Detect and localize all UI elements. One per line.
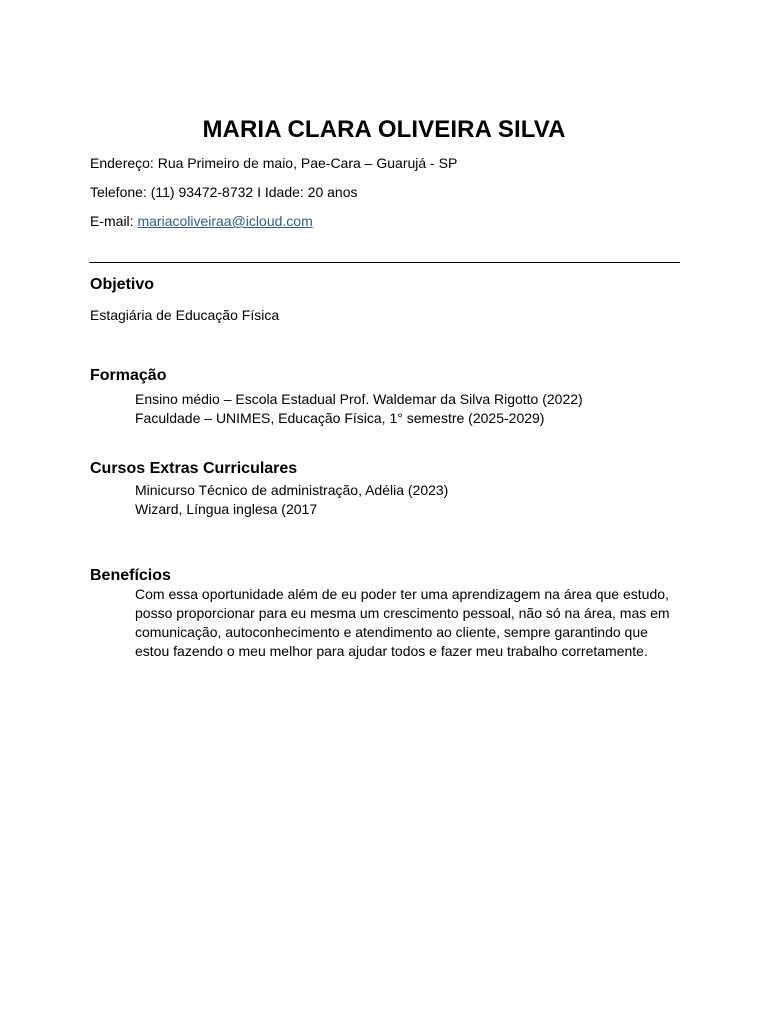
beneficios-text: Com essa oportunidade além de eu poder ter uma aprendizagem na área que estudo, posso proporcionar para eu mesma um crescimento pessoal, não só na área, mas em comunicação, autoconhecimento e atendimento ao cliente, sempre garantindo que estou fazendo o meu melhor para ajudar todos e fazer meu trabalho corretamente.	[135, 586, 670, 659]
cursos-heading: Cursos Extras Curriculares	[90, 460, 298, 477]
email-label: E-mail:	[90, 213, 138, 229]
section-divider	[89, 262, 680, 263]
objetivo-heading: Objetivo	[90, 276, 155, 293]
formacao-item: Faculdade – UNIMES, Educação Física, 1° semestre (2025-2029)	[135, 410, 545, 426]
formacao-item: Ensino médio – Escola Estadual Prof. Waldemar da Silva Rigotto (2022)	[135, 391, 583, 407]
cursos-item: Wizard, Língua inglesa (2017	[135, 501, 318, 517]
address-line: Endereço: Rua Primeiro de maio, Pae-Cara – Guarujá - SP	[90, 155, 458, 171]
beneficios-heading: Benefícios	[90, 567, 171, 584]
cursos-item: Minicurso Técnico de administração, Adélia (2023)	[135, 482, 449, 498]
objetivo-text: Estagiária de Educação Física	[90, 307, 280, 323]
phone-age-line: Telefone: (11) 93472-8732 I Idade: 20 anos	[90, 184, 358, 200]
cursos-list	[135, 481, 448, 519]
resume-name: MARIA CLARA OLIVEIRA SILVA	[202, 116, 566, 143]
email-link[interactable]: mariacoliveiraa@icloud.com	[137, 213, 313, 229]
formacao-heading: Formação	[90, 367, 167, 384]
formacao-list	[135, 390, 583, 428]
email-line	[90, 212, 313, 230]
